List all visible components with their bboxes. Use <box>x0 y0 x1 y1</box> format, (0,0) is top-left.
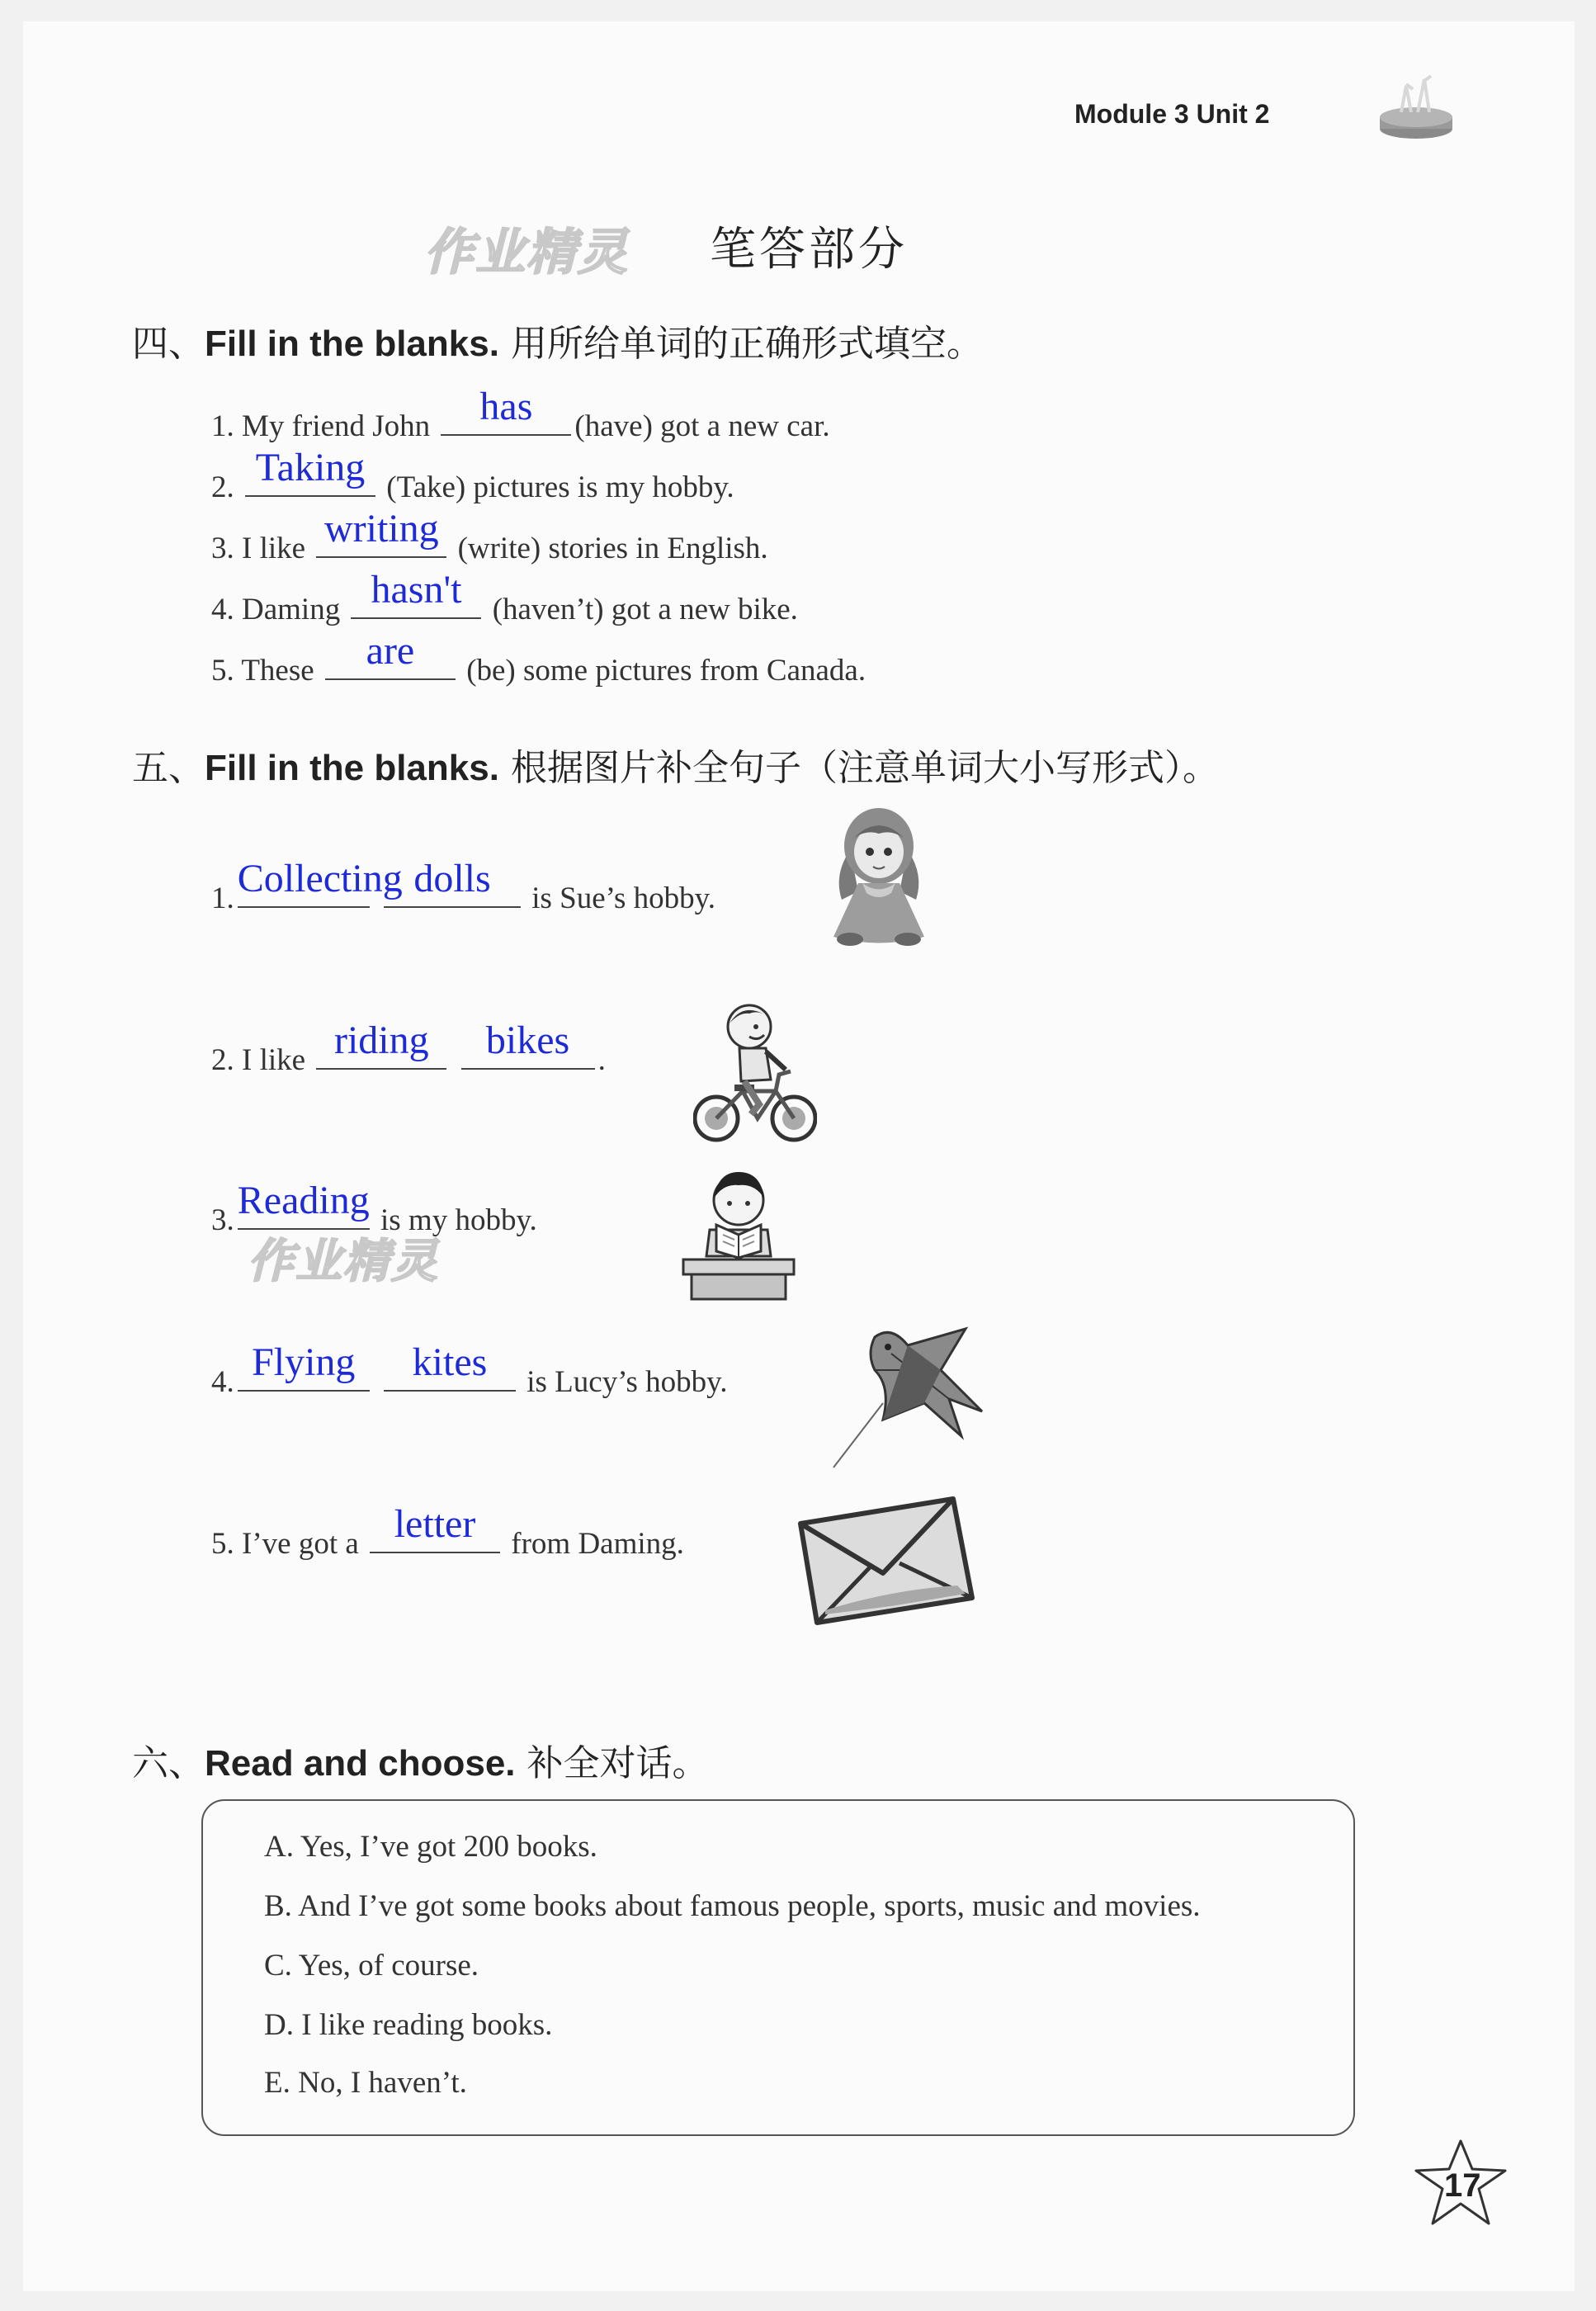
item-prefix: 1. My friend John <box>211 409 431 443</box>
option-b: B. And I’ve got some books about famous people, sports, music and movies. <box>264 1889 1201 1923</box>
handwritten-answer: writing <box>323 507 439 551</box>
answer-blank[interactable] <box>384 1340 516 1392</box>
answer-blank[interactable] <box>370 1502 500 1553</box>
page-number: 17 <box>1444 2167 1481 2204</box>
answer-blank[interactable] <box>325 629 456 680</box>
answer-blank[interactable] <box>441 385 571 436</box>
section4-item-3 <box>211 507 768 566</box>
answer-blank[interactable] <box>245 446 375 497</box>
section4-item-4 <box>211 568 798 627</box>
section5-number: 五、 <box>132 747 205 789</box>
item-prefix: 2. <box>211 470 234 504</box>
item-suffix: (write) stories in English. <box>457 532 768 565</box>
envelope-icon <box>792 1491 982 1631</box>
handwritten-answer: Collecting <box>237 857 403 900</box>
item-suffix: (be) some pictures from Canada. <box>466 654 866 688</box>
handwritten-answer: bikes <box>485 1018 570 1062</box>
section5-item-5 <box>211 1502 684 1562</box>
answer-blank[interactable] <box>384 857 521 908</box>
answer-blank[interactable] <box>316 507 446 558</box>
section5-heading <box>132 738 1219 791</box>
section6-heading <box>132 1733 709 1786</box>
item-suffix: is my hobby. <box>380 1203 537 1237</box>
option-d: D. I like reading books. <box>264 2008 553 2042</box>
doll-icon <box>817 801 941 949</box>
item-suffix: (haven’t) got a new bike. <box>492 593 798 626</box>
section6-title-en: Read and choose. <box>205 1743 516 1784</box>
handwritten-answer: Taking <box>255 446 366 489</box>
item-suffix: . <box>597 1043 606 1077</box>
section-title: 笔答部分 <box>710 223 908 276</box>
answer-blank[interactable] <box>237 857 403 908</box>
item-prefix: 3. I like <box>211 532 306 565</box>
item-prefix: 4. Daming <box>211 593 341 626</box>
answer-blank[interactable] <box>238 1340 370 1392</box>
handwritten-answer: dolls <box>413 857 491 900</box>
item-prefix: 2. I like <box>211 1043 306 1077</box>
option-e: E. No, I haven’t. <box>264 2066 467 2100</box>
section4-title-en: Fill in the blanks. <box>205 324 499 364</box>
section5-item-1 <box>211 857 715 916</box>
handwritten-answer: Reading <box>237 1179 370 1222</box>
handwritten-answer: has <box>479 385 533 428</box>
watermark: 作业精灵 <box>424 225 629 280</box>
boy-reading-icon <box>677 1165 800 1306</box>
section4-item-2 <box>211 446 734 505</box>
item-suffix: (Take) pictures is my hobby. <box>386 470 734 504</box>
item-prefix: 5. These <box>211 654 314 688</box>
handwritten-answer: riding <box>333 1018 429 1062</box>
header-title: Module 3 Unit 2 <box>1074 99 1270 129</box>
kite-icon <box>817 1321 999 1469</box>
handwritten-answer: kites <box>412 1340 488 1384</box>
item-suffix: is Sue’s hobby. <box>531 881 715 915</box>
section5-item-4 <box>211 1340 728 1400</box>
answer-blank[interactable] <box>461 1018 595 1070</box>
item-prefix: 4. <box>211 1365 234 1399</box>
item-prefix: 5. I’ve got a <box>211 1527 359 1561</box>
item-suffix: (have) got a new car. <box>574 409 830 443</box>
item-suffix: from Daming. <box>511 1527 684 1561</box>
item-prefix: 1. <box>211 881 234 915</box>
section5-title-zh: 根据图片补全句子（注意单词大小写形式）。 <box>510 747 1219 789</box>
handwritten-answer: are <box>366 629 415 673</box>
section4-item-5 <box>211 629 866 688</box>
option-c: C. Yes, of course. <box>264 1949 479 1983</box>
handwritten-answer: letter <box>394 1502 476 1546</box>
section4-item-1 <box>211 385 830 444</box>
item-prefix: 3. <box>211 1203 234 1237</box>
item-suffix: is Lucy’s hobby. <box>526 1365 728 1399</box>
section4-number: 四、 <box>132 323 205 365</box>
watermark: 作业精灵 <box>248 1236 439 1288</box>
option-a: A. Yes, I’ve got 200 books. <box>264 1830 597 1864</box>
handwritten-answer: hasn't <box>371 568 462 612</box>
section5-title-en: Fill in the blanks. <box>205 748 499 788</box>
section4-title-zh: 用所给单词的正确形式填空。 <box>510 323 983 365</box>
handwritten-answer: Flying <box>252 1340 356 1384</box>
section6-title-zh: 补全对话。 <box>526 1742 709 1784</box>
section4-heading <box>132 314 983 366</box>
boy-riding-bike-icon <box>693 999 817 1147</box>
section6-number: 六、 <box>132 1742 205 1784</box>
answer-blank[interactable] <box>351 568 481 619</box>
section5-item-2 <box>211 1018 606 1078</box>
header-decoration-icon <box>1376 71 1456 145</box>
answer-blank[interactable] <box>316 1018 446 1070</box>
